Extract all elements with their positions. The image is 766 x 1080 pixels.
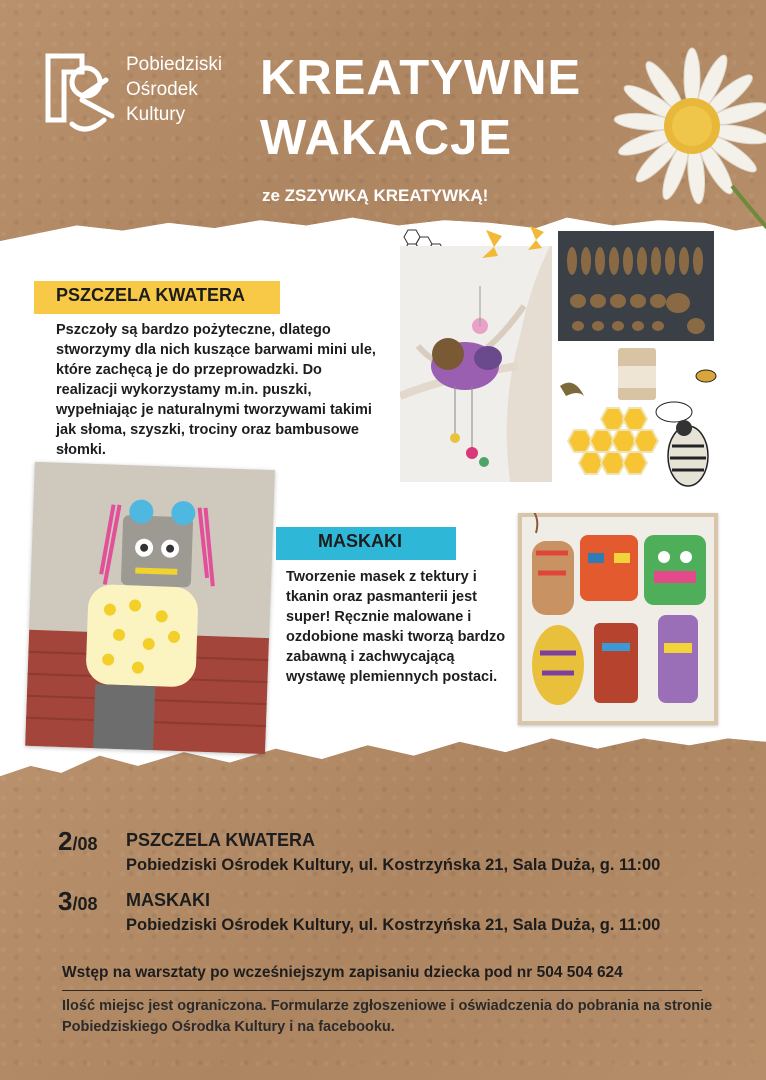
limited-places-info: Ilość miejsc jest ograniczona. Formularze zgłoszeniowe i oświadczenia do pobrania na stronie Pobiedziskiego Ośrodka Kultury i na facebooku. xyxy=(62,998,713,1035)
page-subtitle: ze ZSZYWKĄ KREATYWKĄ! xyxy=(262,186,489,205)
bee-house-photo xyxy=(400,246,552,482)
child-mask-photo xyxy=(25,462,275,754)
butterfly-icon xyxy=(474,222,564,272)
event-place: Pobiedziski Ośrodek Kultury, ul. Kostrzyńska 21, Sala Duża, g. 11:00 xyxy=(126,856,661,874)
workshop-masks-label: MASKAKI xyxy=(276,527,456,560)
pok-logo-mark-icon xyxy=(42,50,118,134)
honeycomb-bee-illustration xyxy=(556,346,722,492)
logo-name xyxy=(126,52,222,127)
logo-line-3: Kultury xyxy=(126,104,186,125)
daisy-flower-icon xyxy=(612,36,766,236)
event-item xyxy=(58,826,738,886)
event-title: MASKAKI xyxy=(126,890,210,910)
event-item xyxy=(58,886,738,946)
events-list xyxy=(58,826,738,946)
registration-info: Wstęp na warsztaty po wcześniejszym zapisaniu dziecka pod nr 504 504 624 xyxy=(62,964,623,981)
title-line-2: WAKACJE xyxy=(260,111,513,165)
pine-cones-photo xyxy=(558,231,714,341)
event-month: /08 xyxy=(72,894,98,914)
logo-line-2: Ośrodek xyxy=(126,79,198,100)
page-title xyxy=(260,48,581,168)
pok-logo xyxy=(42,50,252,140)
logo-line-1: Pobiedziski xyxy=(126,54,223,75)
event-day: 3 xyxy=(58,886,73,916)
workshop-bee-label: PSZCZELA KWATERA xyxy=(34,281,280,314)
tribal-masks-photo xyxy=(518,513,718,725)
title-line-1: KREATYWNE xyxy=(260,51,582,105)
event-month: /08 xyxy=(72,834,98,854)
event-day: 2 xyxy=(58,826,73,856)
workshop-masks-description: Tworzenie masek z tektury i tkanin oraz pasmanterii jest super! Ręcznie malowane i ozdobione maski tworzą bardzo zabawną i zachwycającą wystawę plemiennych postaci. xyxy=(286,569,506,685)
event-date xyxy=(58,826,98,857)
event-title: PSZCZELA KWATERA xyxy=(126,830,315,850)
divider-line xyxy=(62,990,702,991)
event-date xyxy=(58,886,98,917)
workshop-bee-description: Pszczoły są bardzo pożyteczne, dlatego stworzymy dla nich kuszące barwami mini ule, które zachęcą je do przeprowadzki. Do realizacji wykorzystamy m.in. puszki, wypełniając je naturalnymi tworzywami takimi jak słoma, szyszki, trociny oraz bambusowe słomki. xyxy=(56,322,376,458)
event-place: Pobiedziski Ośrodek Kultury, ul. Kostrzyńska 21, Sala Duża, g. 11:00 xyxy=(126,916,661,934)
